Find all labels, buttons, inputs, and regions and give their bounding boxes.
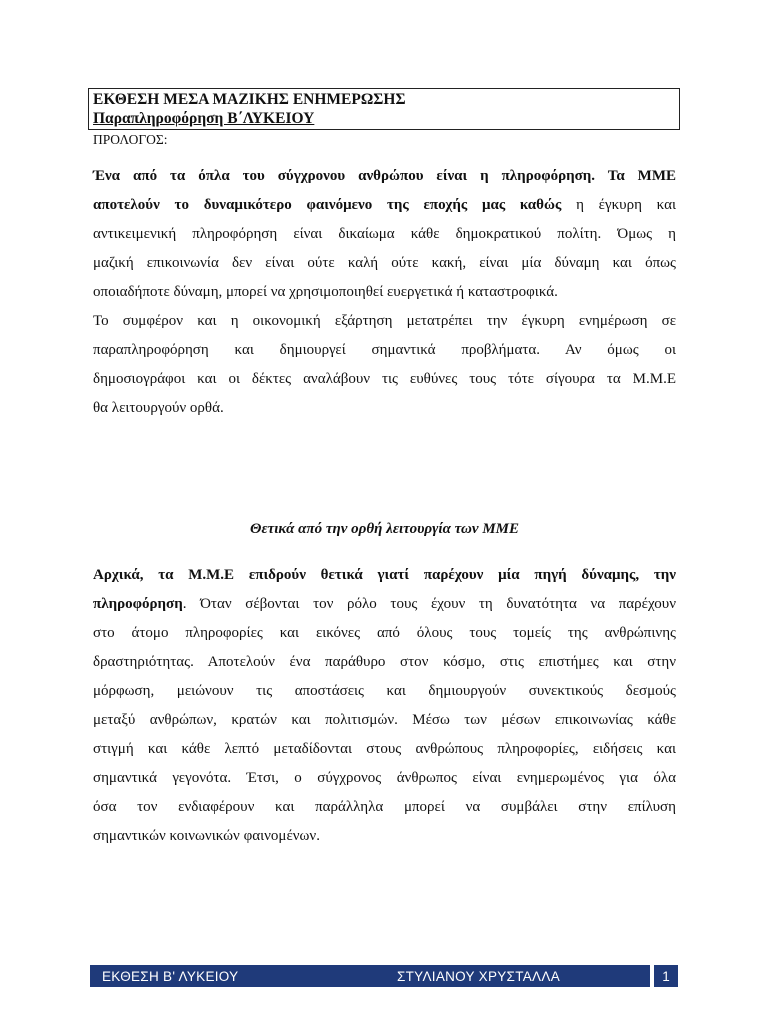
footer-author: ΣΤΥΛΙΑΝΟΥ ΧΡΥΣΤΑΛΛΑ bbox=[396, 968, 560, 984]
section-text: . Όταν σέβονται τον ρόλο τους έχουν τη δυνατότητα να παρέχουν bbox=[182, 596, 676, 612]
footer-title: ΕΚΘΕΣΗ Β' ΛΥΚΕΙΟΥ bbox=[102, 968, 239, 984]
intro-bold-text: Ένα από τα όπλα του σύγχρονου ανθρώπου είναι η πληροφόρηση. Τα ΜΜΕ bbox=[93, 168, 676, 184]
section-heading: Θετικά από την ορθή λειτουργία των ΜΜΕ bbox=[250, 521, 519, 537]
section-line bbox=[93, 590, 676, 619]
intro-line bbox=[93, 162, 676, 191]
footer-bar bbox=[90, 965, 650, 987]
intro-bold-text: αποτελούν το δυναμικότερο φαινόμενο της εποχής μας καθώς bbox=[93, 197, 562, 213]
intro-line bbox=[93, 191, 676, 220]
section-line: μόρφωση, μειώνουν τις αποστάσεις και δημιουργούν συνεκτικούς δεσμούς bbox=[93, 683, 676, 699]
prologue-label: ΠΡΟΛΟΓΟΣ: bbox=[93, 132, 168, 147]
intro-line: αντικειμενική πληροφόρηση είναι δικαίωμα κάθε δημοκρατικού πολίτη. Όμως η bbox=[93, 226, 676, 242]
section-bold-text: πληροφόρηση bbox=[93, 596, 183, 612]
section-line: σημαντικά γεγονότα. Έτσι, ο σύγχρονος άνθρωπος είναι ενημερωμένος για όλα bbox=[93, 770, 676, 786]
section-line: στο άτομο πληροφορίες και εικόνες από όλους τους τομείς της ανθρώπινης bbox=[93, 625, 676, 641]
section-line: σημαντικών κοινωνικών φαινομένων. bbox=[93, 828, 320, 844]
intro-text: η έγκυρη και bbox=[561, 197, 676, 213]
intro-line: δημοσιογράφοι και οι δέκτες αναλάβουν τις ευθύνες τους τότε σίγουρα τα Μ.Μ.Ε bbox=[93, 371, 676, 387]
section-paragraph bbox=[93, 561, 676, 851]
document-subtitle: Παραπληροφόρηση Β΄ΛΥΚΕΙΟΥ bbox=[93, 110, 315, 127]
section-line bbox=[93, 561, 676, 590]
intro-line: οποιαδήποτε δύναμη, μπορεί να χρησιμοποιηθεί ευεργετικά ή καταστροφικά. bbox=[93, 284, 558, 300]
intro-line: θα λειτουργούν ορθά. bbox=[93, 400, 224, 416]
section-line: στιγμή και κάθε λεπτό μεταδίδονται στους ανθρώπους πληροφορίες, ειδήσεις και bbox=[93, 741, 676, 757]
section-bold-text: Αρχικά, τα Μ.Μ.Ε επιδρούν θετικά γιατί παρέχουν μία πηγή δύναμης, την bbox=[93, 567, 676, 583]
section-line: μεταξύ ανθρώπων, κρατών και πολιτισμών. Μέσω των μέσων επικοινωνίας κάθε bbox=[93, 712, 676, 728]
intro-paragraph bbox=[93, 162, 676, 423]
intro-line: Το συμφέρον και η οικονομική εξάρτηση μετατρέπει την έγκυρη ενημέρωση σε bbox=[93, 313, 676, 329]
section-line: όσα τον ενδιαφέρουν και παράλληλα μπορεί να συμβάλει στην επίλυση bbox=[93, 799, 676, 815]
page-footer bbox=[90, 965, 678, 987]
intro-line: παραπληροφόρηση και δημιουργεί σημαντικά προβλήματα. Αν όμως οι bbox=[93, 342, 676, 358]
document-title: ΕΚΘΕΣΗ ΜΕΣΑ ΜΑΖΙΚΗΣ ΕΝΗΜΕΡΩΣΗΣ bbox=[93, 91, 406, 108]
title-box bbox=[88, 88, 680, 130]
page-number: 1 bbox=[654, 965, 678, 987]
section-line: δραστηριότητας. Αποτελούν ένα παράθυρο στον κόσμο, στις επιστήμες και στην bbox=[93, 654, 676, 670]
intro-line: μαζική επικοινωνία δεν είναι ούτε καλή ούτε κακή, είναι μία δύναμη και όπως bbox=[93, 255, 676, 271]
